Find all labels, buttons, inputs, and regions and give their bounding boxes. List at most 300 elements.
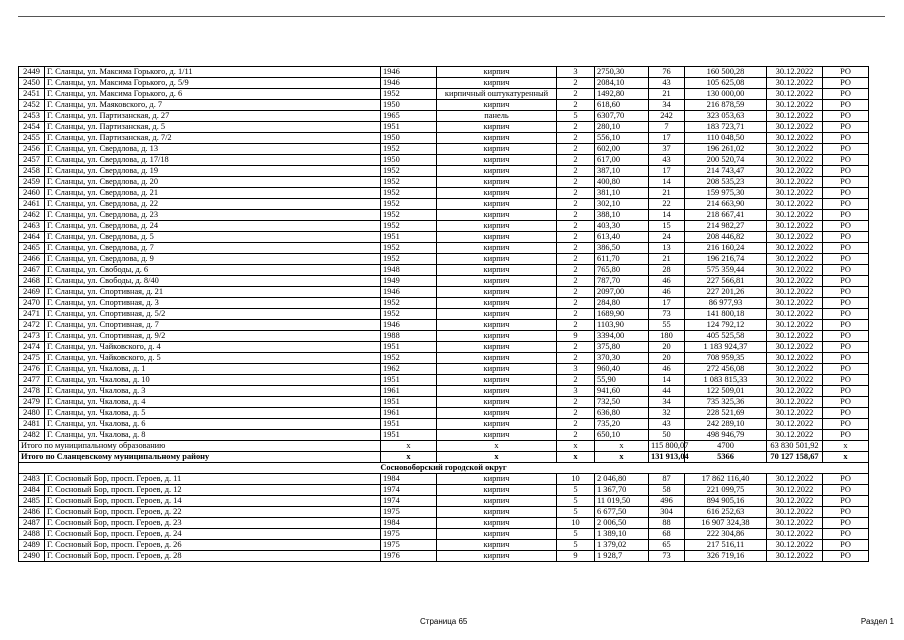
- total-cost: 63 830 501,92: [767, 441, 823, 452]
- cell-program: РО: [823, 397, 869, 408]
- cell-residents: 88: [649, 518, 685, 529]
- cell-address: Г. Сланцы, ул. Свердлова, д. 5: [45, 232, 381, 243]
- cell-row-number: 2472: [19, 320, 45, 331]
- cell-row-number: 2461: [19, 199, 45, 210]
- cell-area: 386,50: [595, 243, 649, 254]
- cell-area: 1 379,02: [595, 540, 649, 551]
- cell-cost: 214 663,90: [685, 199, 767, 210]
- cell-floors: 2: [557, 122, 595, 133]
- cell-build-year: 1988: [381, 331, 437, 342]
- cell-residents: 14: [649, 177, 685, 188]
- cell-cost: 160 500,28: [685, 67, 767, 78]
- cell-residents: 65: [649, 540, 685, 551]
- cell-row-number: 2473: [19, 331, 45, 342]
- cell-area: 732,50: [595, 397, 649, 408]
- cell-address: Г. Сланцы, ул. Свердлова, д. 21: [45, 188, 381, 199]
- cell-cost: 16 907 324,38: [685, 518, 767, 529]
- cell-area: 280,10: [595, 122, 649, 133]
- table-row: [19, 386, 869, 397]
- cell-wall-material: кирпич: [437, 540, 557, 551]
- cell-row-number: 2454: [19, 122, 45, 133]
- total-residents: 4700: [685, 441, 767, 452]
- cell-floors: 2: [557, 397, 595, 408]
- cell-program: РО: [823, 430, 869, 441]
- cell-address: Г. Сланцы, ул. Чкалова, д. 6: [45, 419, 381, 430]
- cell-cost: 227 201,26: [685, 287, 767, 298]
- cell-floors: 2: [557, 298, 595, 309]
- rows-slantsy: [19, 67, 869, 441]
- cell-area: 1103,90: [595, 320, 649, 331]
- table-row: [19, 397, 869, 408]
- cell-build-year: 1951: [381, 430, 437, 441]
- total-municipal-label: Итого по муниципальному образованию: [19, 441, 381, 452]
- cell-build-year: 1948: [381, 265, 437, 276]
- cell-build-year: 1975: [381, 529, 437, 540]
- cell-residents: 46: [649, 287, 685, 298]
- cell-residents: 14: [649, 210, 685, 221]
- cell-cost: 86 977,93: [685, 298, 767, 309]
- cell-address: Г. Сланцы, ул. Свердлова, д. 19: [45, 166, 381, 177]
- cell-program: РО: [823, 309, 869, 320]
- cell-area: 403,30: [595, 221, 649, 232]
- cell-program: РО: [823, 221, 869, 232]
- table-row: [19, 551, 869, 562]
- cell-program: РО: [823, 254, 869, 265]
- cell-cost: 405 525,58: [685, 331, 767, 342]
- cell-address: Г. Сланцы, ул. Свободы, д. 8/40: [45, 276, 381, 287]
- cell-area: 387,10: [595, 166, 649, 177]
- cell-program: РО: [823, 529, 869, 540]
- table-row: [19, 199, 869, 210]
- cell-date: 30.12.2022: [767, 364, 823, 375]
- cell-wall-material: кирпич: [437, 199, 557, 210]
- cell-residents: 17: [649, 298, 685, 309]
- cell-build-year: 1951: [381, 342, 437, 353]
- cell-area: 787,70: [595, 276, 649, 287]
- rows-sosnovy-bor: [19, 474, 869, 562]
- cell-address: Г. Сланцы, ул. Спортивная, д. 3: [45, 298, 381, 309]
- cell-cost: 222 304,86: [685, 529, 767, 540]
- cell-date: 30.12.2022: [767, 430, 823, 441]
- cell-wall-material: кирпич: [437, 485, 557, 496]
- cell-wall-material: кирпич: [437, 551, 557, 562]
- cell-residents: 22: [649, 199, 685, 210]
- cell-residents: 28: [649, 265, 685, 276]
- cell-date: 30.12.2022: [767, 342, 823, 353]
- cell-date: 30.12.2022: [767, 320, 823, 331]
- table-row: [19, 177, 869, 188]
- cell-wall-material: кирпич: [437, 298, 557, 309]
- cell-floors: 2: [557, 353, 595, 364]
- cell-wall-material: кирпич: [437, 287, 557, 298]
- cell-wall-material: кирпич: [437, 265, 557, 276]
- cell-area: 302,10: [595, 199, 649, 210]
- cell-date: 30.12.2022: [767, 155, 823, 166]
- cell-build-year: 1952: [381, 243, 437, 254]
- cell-floors: 3: [557, 67, 595, 78]
- cell-wall-material: кирпич: [437, 133, 557, 144]
- cell-row-number: 2468: [19, 276, 45, 287]
- cell-program: РО: [823, 100, 869, 111]
- cell-date: 30.12.2022: [767, 166, 823, 177]
- total-cell: х: [595, 441, 649, 452]
- cell-floors: 10: [557, 474, 595, 485]
- cell-build-year: 1974: [381, 485, 437, 496]
- table-row: [19, 155, 869, 166]
- cell-program: РО: [823, 122, 869, 133]
- table-row: [19, 287, 869, 298]
- cell-address: Г. Сланцы, ул. Свердлова, д. 20: [45, 177, 381, 188]
- cell-program: РО: [823, 210, 869, 221]
- cell-build-year: 1965: [381, 111, 437, 122]
- cell-date: 30.12.2022: [767, 298, 823, 309]
- total-area: 131 913,04: [649, 452, 685, 463]
- cell-date: 30.12.2022: [767, 100, 823, 111]
- cell-date: 30.12.2022: [767, 474, 823, 485]
- cell-row-number: 2483: [19, 474, 45, 485]
- cell-floors: 2: [557, 232, 595, 243]
- cell-build-year: 1951: [381, 375, 437, 386]
- cell-program: РО: [823, 67, 869, 78]
- cell-cost: 228 521,69: [685, 408, 767, 419]
- cell-date: 30.12.2022: [767, 221, 823, 232]
- cell-date: 30.12.2022: [767, 210, 823, 221]
- cell-area: 613,40: [595, 232, 649, 243]
- cell-program: РО: [823, 232, 869, 243]
- cell-floors: 5: [557, 507, 595, 518]
- cell-cost: 159 975,30: [685, 188, 767, 199]
- cell-cost: 217 516,11: [685, 540, 767, 551]
- cell-wall-material: кирпич: [437, 386, 557, 397]
- cell-cost: 894 905,16: [685, 496, 767, 507]
- cell-address: Г. Сосновый Бор, просп. Героев, д. 11: [45, 474, 381, 485]
- cell-program: РО: [823, 507, 869, 518]
- cell-wall-material: кирпич: [437, 375, 557, 386]
- table-row: [19, 309, 869, 320]
- cell-row-number: 2453: [19, 111, 45, 122]
- cell-wall-material: кирпич: [437, 353, 557, 364]
- cell-date: 30.12.2022: [767, 199, 823, 210]
- cell-residents: 496: [649, 496, 685, 507]
- cell-wall-material: кирпич: [437, 100, 557, 111]
- cell-area: 611,70: [595, 254, 649, 265]
- cell-program: РО: [823, 199, 869, 210]
- cell-residents: 21: [649, 188, 685, 199]
- cell-area: 2750,30: [595, 67, 649, 78]
- cell-build-year: 1976: [381, 551, 437, 562]
- cell-wall-material: кирпичный оштукатуренный: [437, 89, 557, 100]
- cell-address: Г. Сланцы, ул. Партизанская, д. 27: [45, 111, 381, 122]
- cell-address: Г. Сланцы, ул. Чкалова, д. 3: [45, 386, 381, 397]
- cell-program: РО: [823, 243, 869, 254]
- cell-area: 602,00: [595, 144, 649, 155]
- cell-floors: 5: [557, 496, 595, 507]
- cell-program: РО: [823, 144, 869, 155]
- table-row: [19, 375, 869, 386]
- cell-cost: 216 878,59: [685, 100, 767, 111]
- cell-date: 30.12.2022: [767, 507, 823, 518]
- cell-floors: 2: [557, 408, 595, 419]
- cell-floors: 5: [557, 529, 595, 540]
- cell-cost: 130 000,00: [685, 89, 767, 100]
- table-row: [19, 100, 869, 111]
- cell-wall-material: кирпич: [437, 78, 557, 89]
- cell-floors: 2: [557, 155, 595, 166]
- cell-area: 3394,00: [595, 331, 649, 342]
- cell-row-number: 2460: [19, 188, 45, 199]
- cell-program: РО: [823, 133, 869, 144]
- cell-floors: 2: [557, 177, 595, 188]
- cell-build-year: 1975: [381, 507, 437, 518]
- cell-residents: 73: [649, 551, 685, 562]
- cell-date: 30.12.2022: [767, 375, 823, 386]
- table-row: [19, 540, 869, 551]
- cell-build-year: 1946: [381, 287, 437, 298]
- table-row: [19, 298, 869, 309]
- cell-row-number: 2470: [19, 298, 45, 309]
- cell-wall-material: кирпич: [437, 408, 557, 419]
- cell-row-number: 2456: [19, 144, 45, 155]
- cell-build-year: 1984: [381, 518, 437, 529]
- cell-residents: 21: [649, 89, 685, 100]
- cell-wall-material: кирпич: [437, 320, 557, 331]
- total-district-label: Итого по Сланцевскому муниципальному району: [19, 452, 381, 463]
- cell-program: РО: [823, 155, 869, 166]
- cell-residents: 76: [649, 67, 685, 78]
- cell-program: РО: [823, 419, 869, 430]
- cell-wall-material: кирпич: [437, 122, 557, 133]
- cell-build-year: 1952: [381, 89, 437, 100]
- cell-build-year: 1951: [381, 419, 437, 430]
- cell-date: 30.12.2022: [767, 111, 823, 122]
- cell-area: 941,60: [595, 386, 649, 397]
- housing-register-table: [18, 66, 869, 562]
- cell-cost: 124 792,12: [685, 320, 767, 331]
- cell-wall-material: кирпич: [437, 419, 557, 430]
- cell-address: Г. Сланцы, ул. Спортивная, д. 5/2: [45, 309, 381, 320]
- cell-date: 30.12.2022: [767, 177, 823, 188]
- cell-build-year: 1952: [381, 144, 437, 155]
- cell-cost: 200 520,74: [685, 155, 767, 166]
- total-cell: х: [557, 441, 595, 452]
- cell-wall-material: кирпич: [437, 331, 557, 342]
- cell-wall-material: кирпич: [437, 342, 557, 353]
- cell-program: РО: [823, 496, 869, 507]
- cell-row-number: 2458: [19, 166, 45, 177]
- cell-floors: 2: [557, 375, 595, 386]
- cell-row-number: 2469: [19, 287, 45, 298]
- cell-area: 2097,00: [595, 287, 649, 298]
- cell-date: 30.12.2022: [767, 518, 823, 529]
- cell-area: 765,80: [595, 265, 649, 276]
- cell-cost: 183 723,71: [685, 122, 767, 133]
- cell-cost: 214 743,47: [685, 166, 767, 177]
- cell-area: 2 006,50: [595, 518, 649, 529]
- cell-address: Г. Сланцы, ул. Свердлова, д. 13: [45, 144, 381, 155]
- cell-residents: 44: [649, 386, 685, 397]
- cell-date: 30.12.2022: [767, 122, 823, 133]
- cell-cost: 735 325,36: [685, 397, 767, 408]
- cell-program: РО: [823, 342, 869, 353]
- cell-row-number: 2467: [19, 265, 45, 276]
- cell-floors: 2: [557, 309, 595, 320]
- cell-program: РО: [823, 320, 869, 331]
- cell-build-year: 1961: [381, 386, 437, 397]
- cell-area: 636,80: [595, 408, 649, 419]
- cell-address: Г. Сосновый Бор, просп. Героев, д. 24: [45, 529, 381, 540]
- cell-row-number: 2480: [19, 408, 45, 419]
- cell-residents: 34: [649, 397, 685, 408]
- cell-area: 6307,70: [595, 111, 649, 122]
- total-municipal-row: [19, 441, 869, 452]
- cell-row-number: 2462: [19, 210, 45, 221]
- cell-row-number: 2451: [19, 89, 45, 100]
- cell-build-year: 1952: [381, 166, 437, 177]
- cell-cost: 616 252,63: [685, 507, 767, 518]
- cell-row-number: 2466: [19, 254, 45, 265]
- cell-row-number: 2479: [19, 397, 45, 408]
- cell-wall-material: кирпич: [437, 474, 557, 485]
- cell-floors: 2: [557, 342, 595, 353]
- cell-build-year: 1950: [381, 133, 437, 144]
- cell-cost: 242 289,10: [685, 419, 767, 430]
- table-row: [19, 342, 869, 353]
- cell-floors: 2: [557, 188, 595, 199]
- cell-address: Г. Сосновый Бор, просп. Героев, д. 28: [45, 551, 381, 562]
- cell-address: Г. Сланцы, ул. Чкалова, д. 5: [45, 408, 381, 419]
- cell-date: 30.12.2022: [767, 353, 823, 364]
- cell-residents: 7: [649, 122, 685, 133]
- cell-program: РО: [823, 518, 869, 529]
- cell-build-year: 1984: [381, 474, 437, 485]
- cell-floors: 2: [557, 133, 595, 144]
- cell-wall-material: кирпич: [437, 210, 557, 221]
- cell-floors: 5: [557, 540, 595, 551]
- cell-wall-material: кирпич: [437, 507, 557, 518]
- cell-wall-material: кирпич: [437, 243, 557, 254]
- cell-address: Г. Сланцы, ул. Максима Горького, д. 5/9: [45, 78, 381, 89]
- cell-wall-material: кирпич: [437, 67, 557, 78]
- cell-program: РО: [823, 177, 869, 188]
- cell-floors: 10: [557, 518, 595, 529]
- cell-row-number: 2487: [19, 518, 45, 529]
- cell-area: 2 046,80: [595, 474, 649, 485]
- cell-floors: 2: [557, 419, 595, 430]
- cell-program: РО: [823, 166, 869, 177]
- cell-address: Г. Сосновый Бор, просп. Героев, д. 12: [45, 485, 381, 496]
- cell-program: РО: [823, 364, 869, 375]
- total-cell: х: [823, 452, 869, 463]
- cell-address: Г. Сланцы, ул. Чкалова, д. 4: [45, 397, 381, 408]
- cell-residents: 55: [649, 320, 685, 331]
- cell-date: 30.12.2022: [767, 529, 823, 540]
- cell-address: Г. Сланцы, ул. Свердлова, д. 22: [45, 199, 381, 210]
- cell-date: 30.12.2022: [767, 309, 823, 320]
- cell-row-number: 2475: [19, 353, 45, 364]
- cell-date: 30.12.2022: [767, 551, 823, 562]
- cell-date: 30.12.2022: [767, 419, 823, 430]
- cell-program: РО: [823, 287, 869, 298]
- table-row: [19, 232, 869, 243]
- cell-wall-material: кирпич: [437, 529, 557, 540]
- cell-build-year: 1952: [381, 177, 437, 188]
- table-row: [19, 474, 869, 485]
- cell-build-year: 1952: [381, 353, 437, 364]
- cell-program: РО: [823, 298, 869, 309]
- cell-build-year: 1951: [381, 397, 437, 408]
- cell-build-year: 1952: [381, 199, 437, 210]
- section-header-row: [19, 463, 869, 474]
- cell-wall-material: кирпич: [437, 276, 557, 287]
- cell-floors: 2: [557, 276, 595, 287]
- top-rule: [18, 16, 885, 17]
- cell-date: 30.12.2022: [767, 496, 823, 507]
- cell-address: Г. Сланцы, ул. Свердлова, д. 23: [45, 210, 381, 221]
- cell-cost: 323 053,63: [685, 111, 767, 122]
- cell-floors: 5: [557, 485, 595, 496]
- cell-residents: 87: [649, 474, 685, 485]
- cell-cost: 17 862 116,40: [685, 474, 767, 485]
- cell-address: Г. Сосновый Бор, просп. Героев, д. 23: [45, 518, 381, 529]
- cell-address: Г. Сланцы, ул. Чайковского, д. 5: [45, 353, 381, 364]
- cell-cost: 141 800,18: [685, 309, 767, 320]
- cell-cost: 1 183 924,37: [685, 342, 767, 353]
- table-row: [19, 507, 869, 518]
- cell-build-year: 1962: [381, 364, 437, 375]
- cell-date: 30.12.2022: [767, 408, 823, 419]
- cell-wall-material: кирпич: [437, 364, 557, 375]
- cell-date: 30.12.2022: [767, 254, 823, 265]
- cell-address: Г. Сланцы, ул. Свердлова, д. 9: [45, 254, 381, 265]
- cell-build-year: 1950: [381, 100, 437, 111]
- table-row: [19, 89, 869, 100]
- total-cell: х: [595, 452, 649, 463]
- cell-area: 1492,80: [595, 89, 649, 100]
- cell-wall-material: кирпич: [437, 144, 557, 155]
- total-cost: 70 127 158,67: [767, 452, 823, 463]
- cell-row-number: 2455: [19, 133, 45, 144]
- cell-residents: 242: [649, 111, 685, 122]
- cell-address: Г. Сланцы, ул. Максима Горького, д. 6: [45, 89, 381, 100]
- cell-address: Г. Сланцы, ул. Спортивная, д. 7: [45, 320, 381, 331]
- table-row: [19, 67, 869, 78]
- cell-wall-material: панель: [437, 111, 557, 122]
- total-cell: х: [381, 452, 437, 463]
- cell-cost: 208 446,82: [685, 232, 767, 243]
- cell-floors: 2: [557, 320, 595, 331]
- cell-floors: 2: [557, 100, 595, 111]
- cell-build-year: 1974: [381, 496, 437, 507]
- table-row: [19, 320, 869, 331]
- cell-row-number: 2449: [19, 67, 45, 78]
- cell-address: Г. Сланцы, ул. Спортивная, д. 21: [45, 287, 381, 298]
- cell-row-number: 2471: [19, 309, 45, 320]
- table-row: [19, 144, 869, 155]
- table-row: [19, 122, 869, 133]
- cell-floors: 2: [557, 144, 595, 155]
- cell-residents: 21: [649, 254, 685, 265]
- cell-program: РО: [823, 276, 869, 287]
- cell-program: РО: [823, 551, 869, 562]
- cell-build-year: 1949: [381, 276, 437, 287]
- cell-residents: 43: [649, 419, 685, 430]
- cell-row-number: 2464: [19, 232, 45, 243]
- table-row: [19, 276, 869, 287]
- cell-area: 6 677,50: [595, 507, 649, 518]
- cell-build-year: 1946: [381, 67, 437, 78]
- cell-floors: 9: [557, 551, 595, 562]
- cell-cost: 272 456,08: [685, 364, 767, 375]
